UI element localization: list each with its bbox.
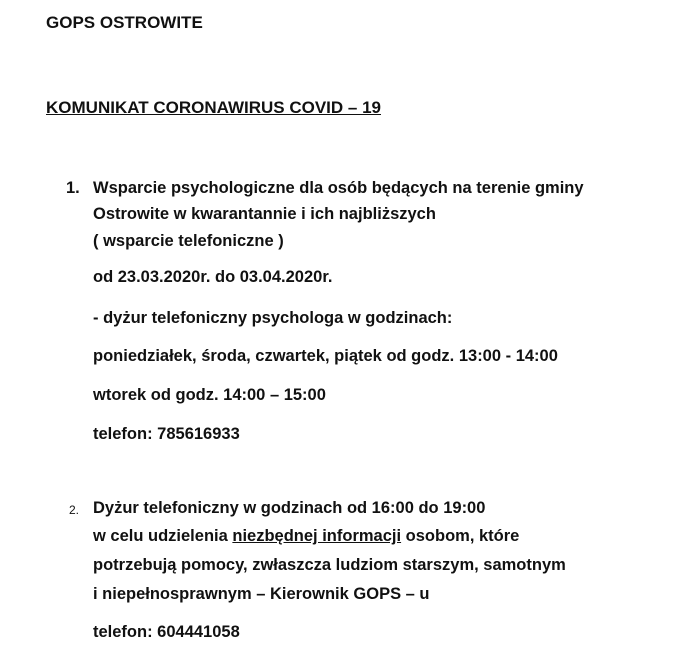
item1-number: 1. xyxy=(66,179,80,197)
item1-phone: telefon: 785616933 xyxy=(93,425,240,443)
item1-line2: Ostrowite w kwarantannie i ich najbliższych xyxy=(93,205,436,223)
communique-title: KOMUNIKAT CORONAWIRUS COVID – 19 xyxy=(46,98,381,117)
item1-days2: wtorek od godz. 14:00 – 15:00 xyxy=(93,386,326,404)
item2-number: 2. xyxy=(69,503,80,517)
item2-line3: potrzebują pomocy, zwłaszcza ludziom starszym, samotnym xyxy=(93,556,566,574)
item2-line2-pre: w celu udzielenia xyxy=(93,527,233,545)
item2-line2-post: osobom, które xyxy=(401,527,520,545)
item2-line2-underlined: niezbędnej informacji xyxy=(232,527,402,545)
item2-phone: telefon: 604441058 xyxy=(93,623,240,641)
item2-line1: Dyżur telefoniczny w godzinach od 16:00 do 19:00 xyxy=(93,499,486,517)
item1-days1: poniedziałek, środa, czwartek, piątek od godz. 13:00 - 14:00 xyxy=(93,347,558,365)
item1-line1: Wsparcie psychologiczne dla osób będących na terenie gminy xyxy=(93,179,584,197)
item1-line3: ( wsparcie telefoniczne ) xyxy=(93,232,284,250)
item2-line2 xyxy=(93,526,519,546)
item1-dates: od 23.03.2020r. do 03.04.2020r. xyxy=(93,268,333,286)
org-name: GOPS OSTROWITE xyxy=(46,13,203,32)
item1-duty: - dyżur telefoniczny psychologa w godzinach: xyxy=(93,309,453,327)
item2-line4: i niepełnosprawnym – Kierownik GOPS – u xyxy=(93,585,430,603)
